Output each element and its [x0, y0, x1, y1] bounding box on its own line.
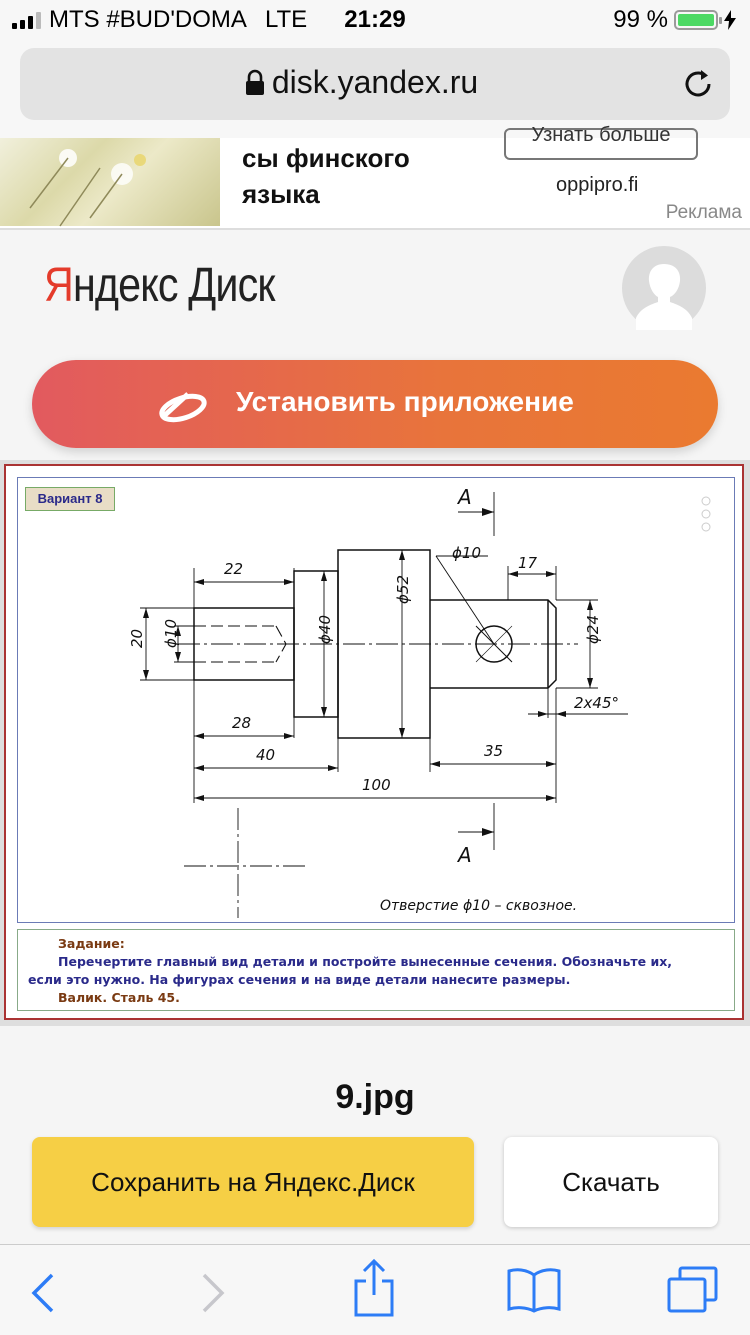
task-material: Валик. Сталь 45.	[58, 990, 180, 1005]
status-bar	[0, 0, 750, 40]
more-options-icon[interactable]	[700, 496, 712, 532]
reload-icon[interactable]	[680, 66, 716, 102]
carrier-name: MTS #BUD'DOMA	[49, 6, 247, 33]
file-name: 9.jpg	[335, 1078, 415, 1116]
user-icon	[622, 246, 706, 330]
logo-word2: Диск	[188, 259, 275, 312]
ad-text-line1: сы финского	[242, 143, 410, 173]
task-body-line1: Перечертите главный вид детали и постройте вынесенные сечения. Обозначьте их,	[58, 954, 673, 969]
dim-35: 35	[484, 742, 504, 760]
battery-percent: 99 %	[613, 6, 668, 33]
yandex-disk-logo[interactable]	[44, 258, 275, 313]
section-mark-top: A	[458, 485, 472, 509]
variant-label: Вариант 8	[25, 487, 115, 511]
task-body-line2: если это нужно. На фигурах сечения и на виде детали нанесите размеры.	[28, 972, 571, 987]
tabs-icon[interactable]	[666, 1265, 720, 1315]
dim-40: 40	[256, 746, 276, 764]
dim-d40: ϕ40	[316, 615, 334, 644]
share-icon[interactable]	[352, 1259, 396, 1317]
logo-word1: ндекс	[72, 259, 178, 312]
drawing-canvas	[18, 478, 734, 922]
dim-22: 22	[224, 560, 244, 578]
section-mark-bottom: A	[458, 843, 472, 867]
forward-icon[interactable]	[200, 1273, 226, 1313]
install-app-label: Установить приложение	[236, 386, 574, 417]
charging-icon	[724, 10, 736, 30]
ad-banner[interactable]	[0, 124, 750, 230]
clock: 21:29	[344, 6, 406, 33]
ad-text	[242, 140, 410, 212]
task-text-box	[17, 929, 735, 1011]
technical-drawing	[17, 477, 735, 923]
dim-17: 17	[518, 554, 538, 572]
dim-d10: ϕ10	[162, 619, 180, 648]
dim-d52: ϕ52	[394, 575, 412, 604]
dim-d24: ϕ24	[584, 615, 602, 644]
dim-chamfer: 2x45°	[574, 694, 620, 712]
dim-100: 100	[362, 776, 391, 794]
avatar[interactable]	[622, 246, 706, 330]
back-icon[interactable]	[30, 1273, 56, 1313]
dim-28: 28	[232, 714, 252, 732]
bookmarks-icon[interactable]	[506, 1267, 562, 1313]
browser-toolbar	[0, 1244, 750, 1335]
url-text[interactable]: disk.yandex.ru	[271, 64, 479, 100]
dim-20: 20	[128, 628, 146, 648]
hole-dim: ϕ10	[452, 544, 481, 562]
ad-domain: oppipro.fi	[556, 174, 639, 196]
disk-app-icon	[158, 386, 208, 422]
logo-letter: Я	[44, 259, 73, 312]
ad-image	[0, 138, 220, 226]
ad-text-line2: языка	[242, 179, 320, 209]
drawing-note: Отверстие ϕ10 – сквозное.	[380, 898, 578, 914]
ad-cta-button[interactable]: Узнать больше	[504, 128, 698, 160]
download-button[interactable]: Скачать	[504, 1137, 718, 1227]
battery-icon	[674, 10, 718, 30]
ad-label: Реклама	[665, 202, 742, 223]
network-type: LTE	[264, 6, 308, 33]
battery-status	[613, 6, 736, 34]
task-heading: Задание:	[58, 936, 125, 951]
save-to-disk-button[interactable]: Сохранить на Яндекс.Диск	[32, 1137, 474, 1227]
